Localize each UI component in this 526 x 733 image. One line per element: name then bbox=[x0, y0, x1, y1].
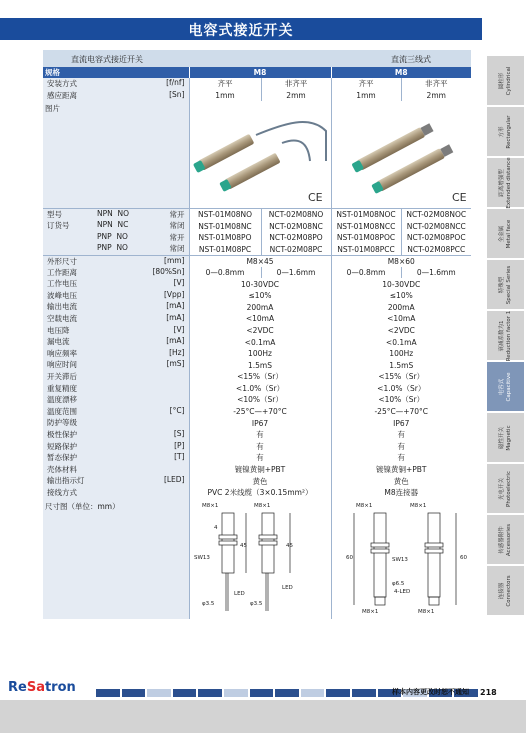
spec-label: 工作电压 bbox=[47, 279, 77, 289]
tab-magnetic[interactable]: 磁性开关 Magnetic bbox=[487, 413, 524, 464]
title-bar bbox=[0, 18, 482, 40]
dimension-row bbox=[43, 499, 471, 619]
spec-row bbox=[43, 325, 471, 337]
dim-text: 45 bbox=[239, 542, 247, 549]
spec-label: 短路保护 bbox=[47, 441, 77, 451]
tab-rectangular[interactable]: 方形 Rectangular bbox=[487, 107, 524, 158]
order-code: NCT-02M08NC bbox=[261, 220, 331, 232]
spec-unit: [mm] bbox=[164, 255, 185, 265]
spec-row bbox=[43, 394, 471, 406]
spec-label: 响应频率 bbox=[47, 348, 77, 358]
mounting-v4: 非齐平 bbox=[401, 78, 471, 90]
spec-row bbox=[43, 278, 471, 290]
order-code: NST-01M08NC bbox=[189, 220, 261, 232]
spec-value-left: M8×45 bbox=[189, 255, 331, 267]
spec-value-right: <0.1mA bbox=[331, 336, 471, 348]
mounting-unit: [f/nf] bbox=[166, 78, 185, 87]
spec-value-left: <2VDC bbox=[189, 325, 331, 337]
spec-value-left: PVC 2米线缆（3×0.15mm²） bbox=[189, 487, 331, 499]
spec-value: 0—0.8mm bbox=[331, 267, 401, 279]
order-code: NST-01M08PO bbox=[189, 232, 261, 244]
spec-value-right: 黄色 bbox=[331, 475, 471, 487]
spec-value-right: M8×60 bbox=[331, 255, 471, 267]
model-label: 型号 bbox=[47, 210, 62, 220]
m8-right-header: M8 bbox=[331, 67, 471, 78]
spec-row bbox=[43, 371, 471, 383]
mounting-v3: 齐平 bbox=[331, 78, 401, 90]
sensor-photo-connector bbox=[331, 101, 471, 209]
spec-unit: [V] bbox=[173, 324, 185, 334]
spec-value-left: 有 bbox=[189, 452, 331, 464]
spec-row bbox=[43, 290, 471, 302]
spec-row bbox=[43, 301, 471, 313]
section-header bbox=[43, 50, 471, 67]
mounting-v2: 非齐平 bbox=[261, 78, 331, 90]
spec-value-left: 10-30VDC bbox=[189, 278, 331, 290]
sensing-label: 感应距离 bbox=[47, 90, 77, 100]
spec-value: 0—1.6mm bbox=[401, 267, 471, 279]
spec-value: 0—0.8mm bbox=[189, 267, 261, 279]
order-type: PNP NO bbox=[97, 243, 128, 253]
spec-row bbox=[43, 441, 471, 453]
spec-value-right: <1.0%（Sr） bbox=[331, 383, 471, 395]
spec-header-row bbox=[43, 67, 471, 78]
spec-value-right: 200mA bbox=[331, 301, 471, 313]
spec-row bbox=[43, 464, 471, 476]
m8-left-header: M8 bbox=[189, 67, 331, 78]
spec-value-left: IP67 bbox=[189, 417, 331, 429]
order-code: NCT-02M08NCC bbox=[401, 220, 471, 232]
order-code: NCT-02M08PC bbox=[261, 243, 331, 255]
dim-text: 60 bbox=[345, 554, 353, 561]
dim-text: φ6.5 bbox=[391, 580, 404, 587]
spec-value-right: 1.5mS bbox=[331, 359, 471, 371]
spec-row bbox=[43, 336, 471, 348]
spec-row bbox=[43, 267, 471, 279]
tab-connectors[interactable]: 连接器 Connectors bbox=[487, 566, 524, 617]
spec-unit: [mA] bbox=[166, 336, 185, 346]
picture-row bbox=[43, 101, 471, 209]
spec-sheet bbox=[43, 50, 471, 619]
section-left-title: 直流电容式接近开关 bbox=[71, 55, 143, 64]
spec-row bbox=[43, 487, 471, 499]
spec-value-left: 黄色 bbox=[189, 475, 331, 487]
spec-label: 接线方式 bbox=[47, 487, 77, 497]
dim-text: M8×1 bbox=[409, 502, 426, 509]
spec-table bbox=[43, 67, 471, 619]
sensing-row bbox=[43, 90, 471, 102]
sensing-unit: [Sn] bbox=[169, 89, 185, 99]
order-code: NST-01M08PC bbox=[189, 243, 261, 255]
spec-unit: [S] bbox=[173, 428, 185, 438]
section-right-title: 直流三线式 bbox=[391, 55, 431, 64]
spec-unit: [P] bbox=[174, 440, 185, 450]
dim-text: 4-LED bbox=[393, 588, 410, 595]
sensing-v4: 2mm bbox=[401, 90, 471, 102]
spec-value-right: <10mA bbox=[331, 313, 471, 325]
order-label: 订货号 bbox=[47, 221, 70, 231]
spec-unit: [°C] bbox=[169, 405, 185, 415]
dimension-drawing-left bbox=[189, 499, 331, 619]
tab-photoelectric[interactable]: 光电开关 Photoelectric bbox=[487, 464, 524, 515]
spec-row bbox=[43, 348, 471, 360]
spec-label: 输出指示灯 bbox=[47, 476, 85, 486]
order-type: NPN NC bbox=[97, 220, 129, 230]
mounting-label: 安装方式 bbox=[47, 79, 77, 88]
spec-value-right: 有 bbox=[331, 452, 471, 464]
spec-label: 外形尺寸 bbox=[47, 256, 77, 266]
spec-value-left: ≤10% bbox=[189, 290, 331, 302]
dim-drawing-cable bbox=[190, 499, 332, 617]
dimension-label: 尺寸图（单位：mm） bbox=[45, 501, 120, 511]
order-func: 常闭 bbox=[169, 221, 185, 231]
spec-label: 极性保护 bbox=[47, 429, 77, 439]
spec-value-left: 200mA bbox=[189, 301, 331, 313]
tab-capacitive[interactable]: 电容式 Capacitive bbox=[487, 362, 524, 413]
spec-row bbox=[43, 417, 471, 429]
spec-label: 防护等级 bbox=[47, 418, 77, 428]
footer bbox=[0, 676, 526, 733]
spec-value-right: 有 bbox=[331, 441, 471, 453]
dim-text: M8×1 bbox=[201, 502, 218, 509]
spec-row bbox=[43, 452, 471, 464]
order-code: NCT-02M08NO bbox=[261, 209, 331, 221]
spec-row bbox=[43, 475, 471, 487]
order-code: NST-01M08POC bbox=[331, 232, 401, 244]
ce-mark-left: CE bbox=[307, 191, 323, 205]
sensing-v1: 1mm bbox=[189, 90, 261, 102]
dim-text: LED bbox=[281, 584, 293, 591]
spec-label: 暂态保护 bbox=[47, 453, 77, 463]
spec-value-left: 100Hz bbox=[189, 348, 331, 360]
dim-text: 60 bbox=[459, 554, 467, 561]
order-code: NST-01M08PCC bbox=[331, 243, 401, 255]
mounting-row bbox=[43, 78, 471, 90]
spec-row bbox=[43, 359, 471, 371]
tab-extended-distance[interactable]: 距离增强型 Extended distance bbox=[487, 158, 524, 209]
spec-value-right: 镀镍黄铜+PBT bbox=[331, 464, 471, 476]
spec-value-right: ≤10% bbox=[331, 290, 471, 302]
order-func: 常开 bbox=[169, 210, 185, 220]
spec-row bbox=[43, 383, 471, 395]
spec-label: 壳体材料 bbox=[47, 464, 77, 474]
spec-value-left: <10%（Sr） bbox=[189, 394, 331, 406]
cable-sensor-image bbox=[190, 101, 332, 206]
spec-unit: [V] bbox=[173, 278, 185, 288]
spec-value-left: 1.5mS bbox=[189, 359, 331, 371]
spec-unit: [mA] bbox=[166, 301, 185, 311]
spec-unit: [Vpp] bbox=[163, 289, 185, 299]
spec-unit: [mA] bbox=[166, 313, 185, 323]
tab-metal-face[interactable]: 全金属 Metal face bbox=[487, 209, 524, 260]
dim-drawing-connector bbox=[332, 499, 472, 617]
spec-unit: [T] bbox=[174, 452, 185, 462]
spec-row bbox=[43, 313, 471, 325]
ce-mark-right: CE bbox=[451, 191, 467, 205]
order-row-3 bbox=[43, 243, 471, 255]
spec-label: 开关滞后 bbox=[47, 372, 77, 381]
spec-unit: [LED] bbox=[163, 475, 185, 485]
resatron-logo: ReSatron bbox=[8, 680, 76, 695]
spec-value-right: IP67 bbox=[331, 417, 471, 429]
spec-value-right: -25°C—+70°C bbox=[331, 406, 471, 418]
dim-text: φ3.5 bbox=[249, 600, 262, 607]
spec-label: 空载电流 bbox=[47, 314, 77, 324]
change-notice: 样本内容更改时恕不通知 bbox=[392, 688, 469, 696]
dimension-drawing-right bbox=[331, 499, 471, 619]
order-code: NCT-02M08POC bbox=[401, 232, 471, 244]
spec-label: 温度范围 bbox=[47, 406, 77, 416]
spec-row bbox=[43, 429, 471, 441]
footer-stripe bbox=[0, 700, 526, 733]
spec-value-right: 有 bbox=[331, 429, 471, 441]
dim-text: M8×1 bbox=[355, 502, 372, 509]
tab-accessories[interactable]: 传感器附件 Accessories bbox=[487, 515, 524, 566]
dim-text: SW13 bbox=[193, 554, 210, 561]
spec-row bbox=[43, 406, 471, 418]
order-code: NST-01M08NCC bbox=[331, 220, 401, 232]
order-func: 常闭 bbox=[169, 244, 185, 254]
spec-label: 响应时间 bbox=[47, 360, 77, 370]
dim-text: M8×1 bbox=[417, 608, 434, 615]
order-code: NCT-02M08NOC bbox=[401, 209, 471, 221]
order-type: NPN NO bbox=[97, 209, 130, 219]
spec-value-right: M8连接器 bbox=[331, 487, 471, 499]
spec-label: 工作距离 bbox=[47, 267, 77, 277]
dim-text: 45 bbox=[285, 542, 293, 549]
page-title: 电容式接近开关 bbox=[188, 23, 294, 39]
spec-label: 规格 bbox=[45, 68, 60, 77]
dim-text: M8×1 bbox=[361, 608, 378, 615]
dim-text: 4 bbox=[213, 524, 217, 531]
spec-value-left: <0.1mA bbox=[189, 336, 331, 348]
dim-text: φ3.5 bbox=[201, 600, 214, 607]
tab-reduction-factor[interactable]: 衰减系数为1 Reduction factor 1 bbox=[487, 311, 524, 362]
order-func: 常开 bbox=[169, 232, 185, 242]
picture-label: 图片 bbox=[45, 104, 60, 114]
spec-value-left: 有 bbox=[189, 441, 331, 453]
order-row-0 bbox=[43, 209, 471, 221]
dim-text: LED bbox=[233, 590, 245, 597]
order-code: NCT-02M08PO bbox=[261, 232, 331, 244]
sensing-v3: 1mm bbox=[331, 90, 401, 102]
spec-label: 波峰电压 bbox=[47, 290, 77, 300]
order-type: PNP NO bbox=[97, 231, 128, 241]
tab-special-series[interactable]: 特殊型 Special Series bbox=[487, 260, 524, 311]
spec-value-right: <15%（Sr） bbox=[331, 371, 471, 383]
order-code: NCT-02M08PCC bbox=[401, 243, 471, 255]
spec-label: 漏电流 bbox=[47, 337, 70, 347]
spec-value-left: <15%（Sr） bbox=[189, 371, 331, 383]
connector-sensor-image bbox=[332, 101, 472, 206]
spec-value-left: -25°C—+70°C bbox=[189, 406, 331, 418]
spec-value-right: <2VDC bbox=[331, 325, 471, 337]
spec-label: 电压降 bbox=[47, 325, 70, 335]
sensor-photo-cable bbox=[189, 101, 331, 209]
spec-value: 0—1.6mm bbox=[261, 267, 331, 279]
spec-unit: [80%Sn] bbox=[152, 266, 185, 276]
spec-value-left: 有 bbox=[189, 429, 331, 441]
spec-row bbox=[43, 255, 471, 267]
spec-value-right: <10%（Sr） bbox=[331, 394, 471, 406]
order-row-2 bbox=[43, 232, 471, 244]
spec-unit: [mS] bbox=[166, 359, 185, 369]
spec-value-right: 100Hz bbox=[331, 348, 471, 360]
order-row-1 bbox=[43, 220, 471, 232]
sensing-v2: 2mm bbox=[261, 90, 331, 102]
order-code: NST-01M08NO bbox=[189, 209, 261, 221]
page-number: 218 bbox=[480, 688, 497, 697]
category-sidebar bbox=[487, 56, 524, 617]
dim-text: SW13 bbox=[391, 556, 408, 563]
spec-value-right: 10-30VDC bbox=[331, 278, 471, 290]
dim-text: M8×1 bbox=[253, 502, 270, 509]
spec-label: 温度漂移 bbox=[47, 395, 77, 405]
spec-label: 重复精度 bbox=[47, 383, 77, 393]
mounting-v1: 齐平 bbox=[189, 78, 261, 90]
spec-value-left: <10mA bbox=[189, 313, 331, 325]
spec-value-left: 镀镍黄铜+PBT bbox=[189, 464, 331, 476]
spec-label: 输出电流 bbox=[47, 302, 77, 312]
order-code: NST-01M08NOC bbox=[331, 209, 401, 221]
spec-unit: [Hz] bbox=[169, 347, 185, 357]
tab-cylindrical[interactable]: 圆柱形 Cylindrical bbox=[487, 56, 524, 107]
spec-value-left: <1.0%（Sr） bbox=[189, 383, 331, 395]
